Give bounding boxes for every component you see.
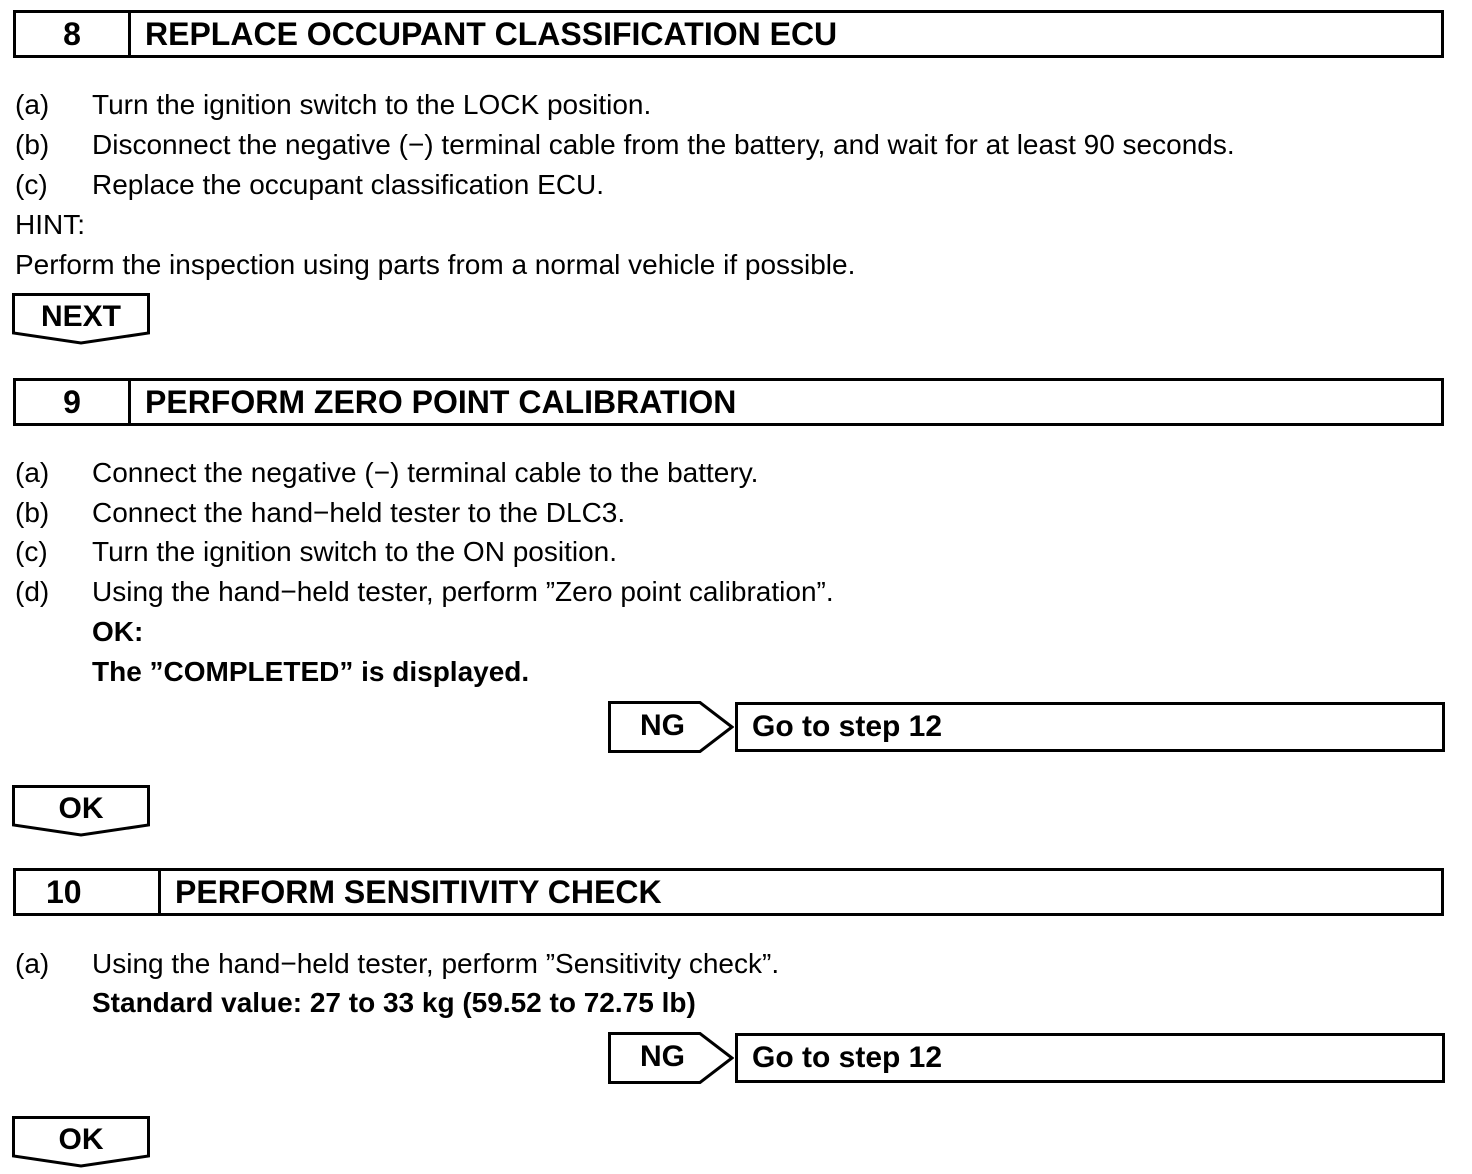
step-title: PERFORM SENSITIVITY CHECK xyxy=(175,873,662,910)
item-text: Using the hand−held tester, perform ”Zero point calibration”. xyxy=(92,576,834,607)
ng-branch-arrow[interactable] xyxy=(608,1032,734,1084)
item-text: Turn the ignition switch to the ON position. xyxy=(92,536,617,567)
ng-label: NG xyxy=(640,709,685,742)
ok-button-label: OK xyxy=(58,792,104,825)
ng-goto-box[interactable]: Go to step 12 xyxy=(735,1033,1445,1083)
item-text: Disconnect the negative (−) terminal cable from the battery, and wait for at least 90 seconds. xyxy=(92,129,1235,160)
item-label: (c) xyxy=(15,536,48,567)
list-item xyxy=(15,535,617,569)
step-title: REPLACE OCCUPANT CLASSIFICATION ECU xyxy=(145,15,838,52)
step-title: PERFORM ZERO POINT CALIBRATION xyxy=(145,383,737,420)
item-label: (a) xyxy=(15,89,50,120)
item-text: Using the hand−held tester, perform ”Sensitivity check”. xyxy=(92,948,780,979)
list-item xyxy=(15,128,1235,162)
list-item xyxy=(15,575,834,609)
list-item xyxy=(15,947,779,981)
ok-criteria-text: The ”COMPLETED” is displayed. xyxy=(92,656,530,687)
list-item xyxy=(15,88,651,122)
item-text: Turn the ignition switch to the LOCK position. xyxy=(92,89,652,120)
step-9-header xyxy=(13,378,1444,426)
item-label: (b) xyxy=(15,497,50,528)
ok-button-label: OK xyxy=(58,1123,104,1156)
ng-label: NG xyxy=(640,1040,685,1073)
item-text: Replace the occupant classification ECU. xyxy=(92,169,605,200)
list-item xyxy=(15,456,758,490)
next-button-label: NEXT xyxy=(40,300,121,333)
step-number: 10 xyxy=(16,871,161,913)
next-button[interactable] xyxy=(12,293,150,345)
item-text: Connect the hand−held tester to the DLC3. xyxy=(92,497,626,528)
standard-value: Standard value: 27 to 33 kg (59.52 to 72.75 lb) xyxy=(92,987,696,1018)
list-item xyxy=(15,496,625,530)
ok-criteria-label: OK: xyxy=(92,616,144,647)
step-10-header xyxy=(13,868,1444,916)
ng-goto-box[interactable]: Go to step 12 xyxy=(735,702,1445,752)
item-label: (a) xyxy=(15,948,50,979)
item-text: Connect the negative (−) terminal cable to the battery. xyxy=(92,457,759,488)
ok-button[interactable] xyxy=(12,785,150,837)
list-item xyxy=(15,168,604,202)
item-label: (c) xyxy=(15,169,48,200)
step-number: 9 xyxy=(16,381,131,423)
item-label: (d) xyxy=(15,576,50,607)
item-label: (b) xyxy=(15,129,50,160)
step-8-header xyxy=(13,10,1444,58)
ok-button[interactable] xyxy=(12,1116,150,1168)
item-label: (a) xyxy=(15,457,50,488)
hint-label: HINT: xyxy=(15,209,85,240)
ng-branch-arrow[interactable] xyxy=(608,701,734,753)
step-number: 8 xyxy=(16,13,131,55)
hint-text: Perform the inspection using parts from a normal vehicle if possible. xyxy=(15,249,856,280)
